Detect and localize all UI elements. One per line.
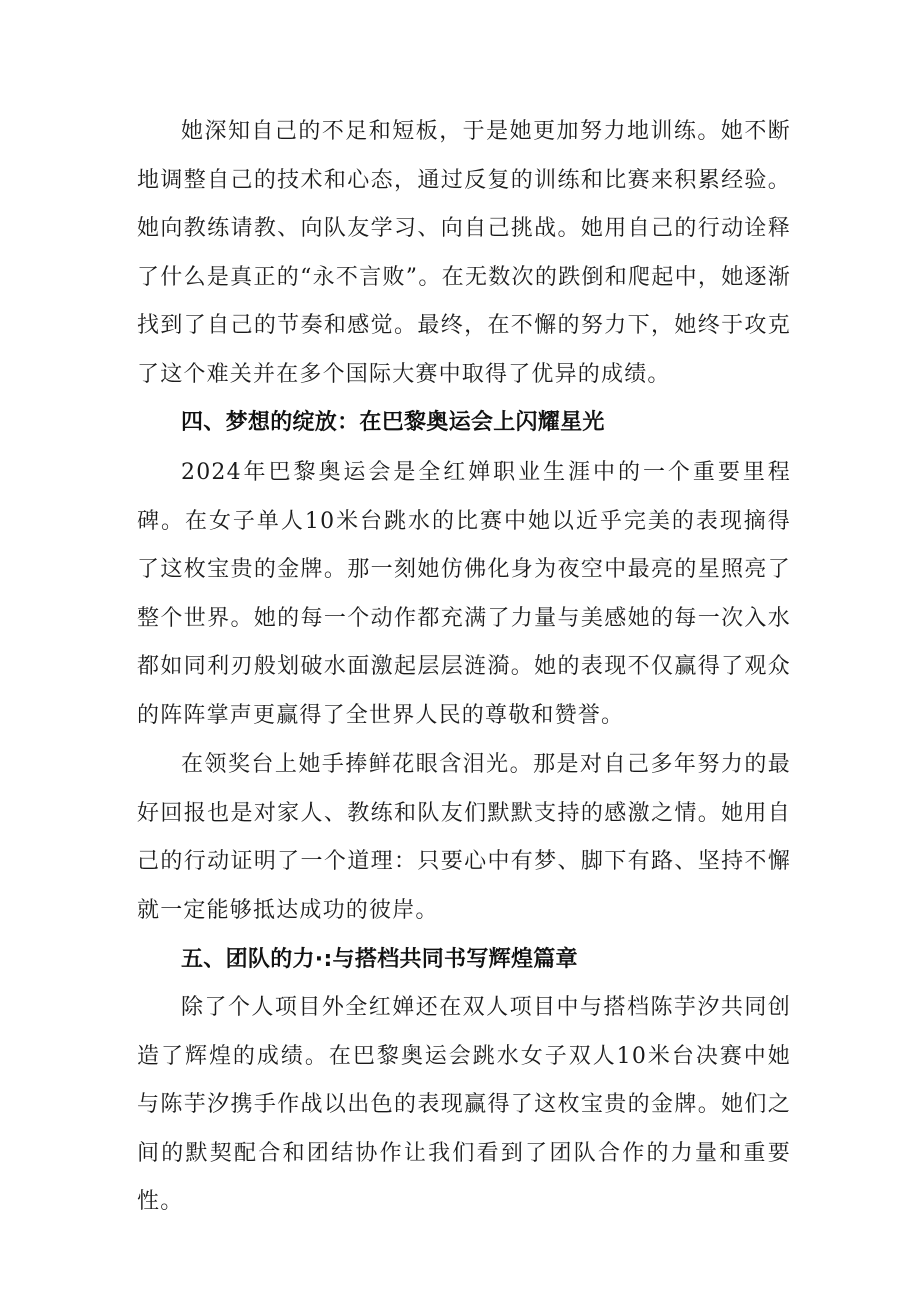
section-heading-dream: 四、梦想的绽放：在巴黎奥运会上闪耀星光	[181, 410, 605, 435]
section-heading-team: 五、团队的力·:与搭档共同书写辉煌篇章	[181, 947, 578, 972]
paragraph-synchro: 除了个人项目外全红婵还在双人项目中与搭档陈芋汐共同创造了辉煌的成绩。在巴黎奥运会跳水女子双人10米台决赛中她与陈芋汐携手作战以出色的表现赢得了这枚宝贵的金牌。她们之间的默契配合和团结协作让我们看到了团队合作的力量和重要性。	[137, 995, 791, 1214]
paragraph-paris-olympics: 2024年巴黎奥运会是全红婵职业生涯中的一个重要里程碑。在女子单人10米台跳水的比赛中她以近乎完美的表现摘得了这枚宝贵的金牌。那一刻她仿佛化身为夜空中最亮的星照亮了整个世界。她的每一个动作都充满了力量与美感她的每一次入水都如同利刃般划破水面激起层层涟漪。她的表现不仅赢得了观众的阵阵掌声更赢得了全世界人民的尊敬和赞誉。	[137, 460, 791, 728]
paragraph-training: 她深知自己的不足和短板，于是她更加努力地训练。她不断地调整自己的技术和心态，通过反复的训练和比赛来积累经验。她向教练请教、向队友学习、向自己挑战。她用自己的行动诠释了什么是真正的“永不言败”。在无数次的跌倒和爬起中，她逐渐找到了自己的节奏和感觉。最终，在不懈的努力下，她终于攻克了这个难关并在多个国际大赛中取得了优异的成绩。	[137, 119, 791, 387]
document-body	[137, 108, 791, 1214]
paragraph-podium: 在领奖台上她手捧鲜花眼含泪光。那是对自己多年努力的最好回报也是对家人、教练和队友们默默支持的感激之情。她用自己的行动证明了一个道理：只要心中有梦、脚下有路、坚持不懈就一定能够抵达成功的彼岸。	[137, 752, 791, 923]
